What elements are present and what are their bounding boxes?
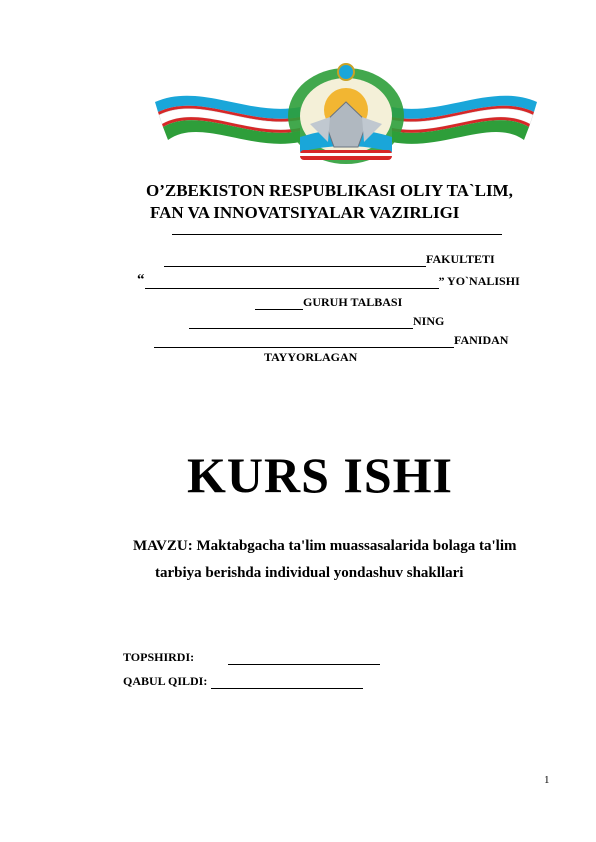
left-flag-ribbon: [155, 96, 300, 144]
accepted-label: QABUL QILDI:: [123, 674, 208, 688]
direction-row: [137, 272, 520, 289]
prepared-label: TAYYORLAGAN: [264, 350, 358, 364]
direction-open-quote: “: [137, 272, 145, 288]
right-flag-ribbon: [392, 96, 537, 144]
ning-suffix: NING: [413, 314, 445, 328]
blank-line-university: [172, 234, 502, 235]
topic-line-2: tarbiya berishda individual yondashuv shakllari: [155, 565, 464, 581]
topic-line-1: MAVZU: Maktabgacha ta'lim muassasalarida bolaga ta'lim: [133, 538, 517, 554]
group-blank: [255, 298, 303, 310]
faculty-blank: [164, 255, 426, 267]
submitted-label: TOPSHIRDI:: [123, 650, 195, 664]
subject-suffix: FANIDAN: [454, 333, 509, 347]
subject-row: [154, 333, 508, 348]
accepted-blank: [211, 677, 363, 689]
direction-blank: [145, 277, 439, 289]
faculty-suffix: FAKULTETI: [426, 252, 495, 266]
emblem-center: [288, 64, 404, 164]
group-suffix: GURUH TALBASI: [303, 295, 403, 309]
state-emblem-image: [150, 62, 542, 166]
group-row: [255, 295, 402, 310]
submitted-blank: [228, 653, 380, 665]
ministry-line-1: O’ZBEKISTON RESPUBLIKASI OLIY TA`LIM,: [146, 181, 513, 200]
submitted-row: [123, 650, 380, 665]
faculty-row: [164, 252, 495, 267]
document-title: KURS ISHI: [186, 447, 454, 503]
prepared-row: [264, 350, 357, 365]
ministry-line-2: FAN VA INNOVATSIYALAR VAZIRLIGI: [150, 203, 460, 222]
student-blank: [189, 317, 413, 329]
student-row: [189, 314, 444, 329]
accepted-row: [123, 674, 363, 689]
subject-blank: [154, 336, 454, 348]
direction-suffix: ” YO`NALISHI: [438, 274, 520, 288]
page-number: 1: [544, 774, 550, 786]
